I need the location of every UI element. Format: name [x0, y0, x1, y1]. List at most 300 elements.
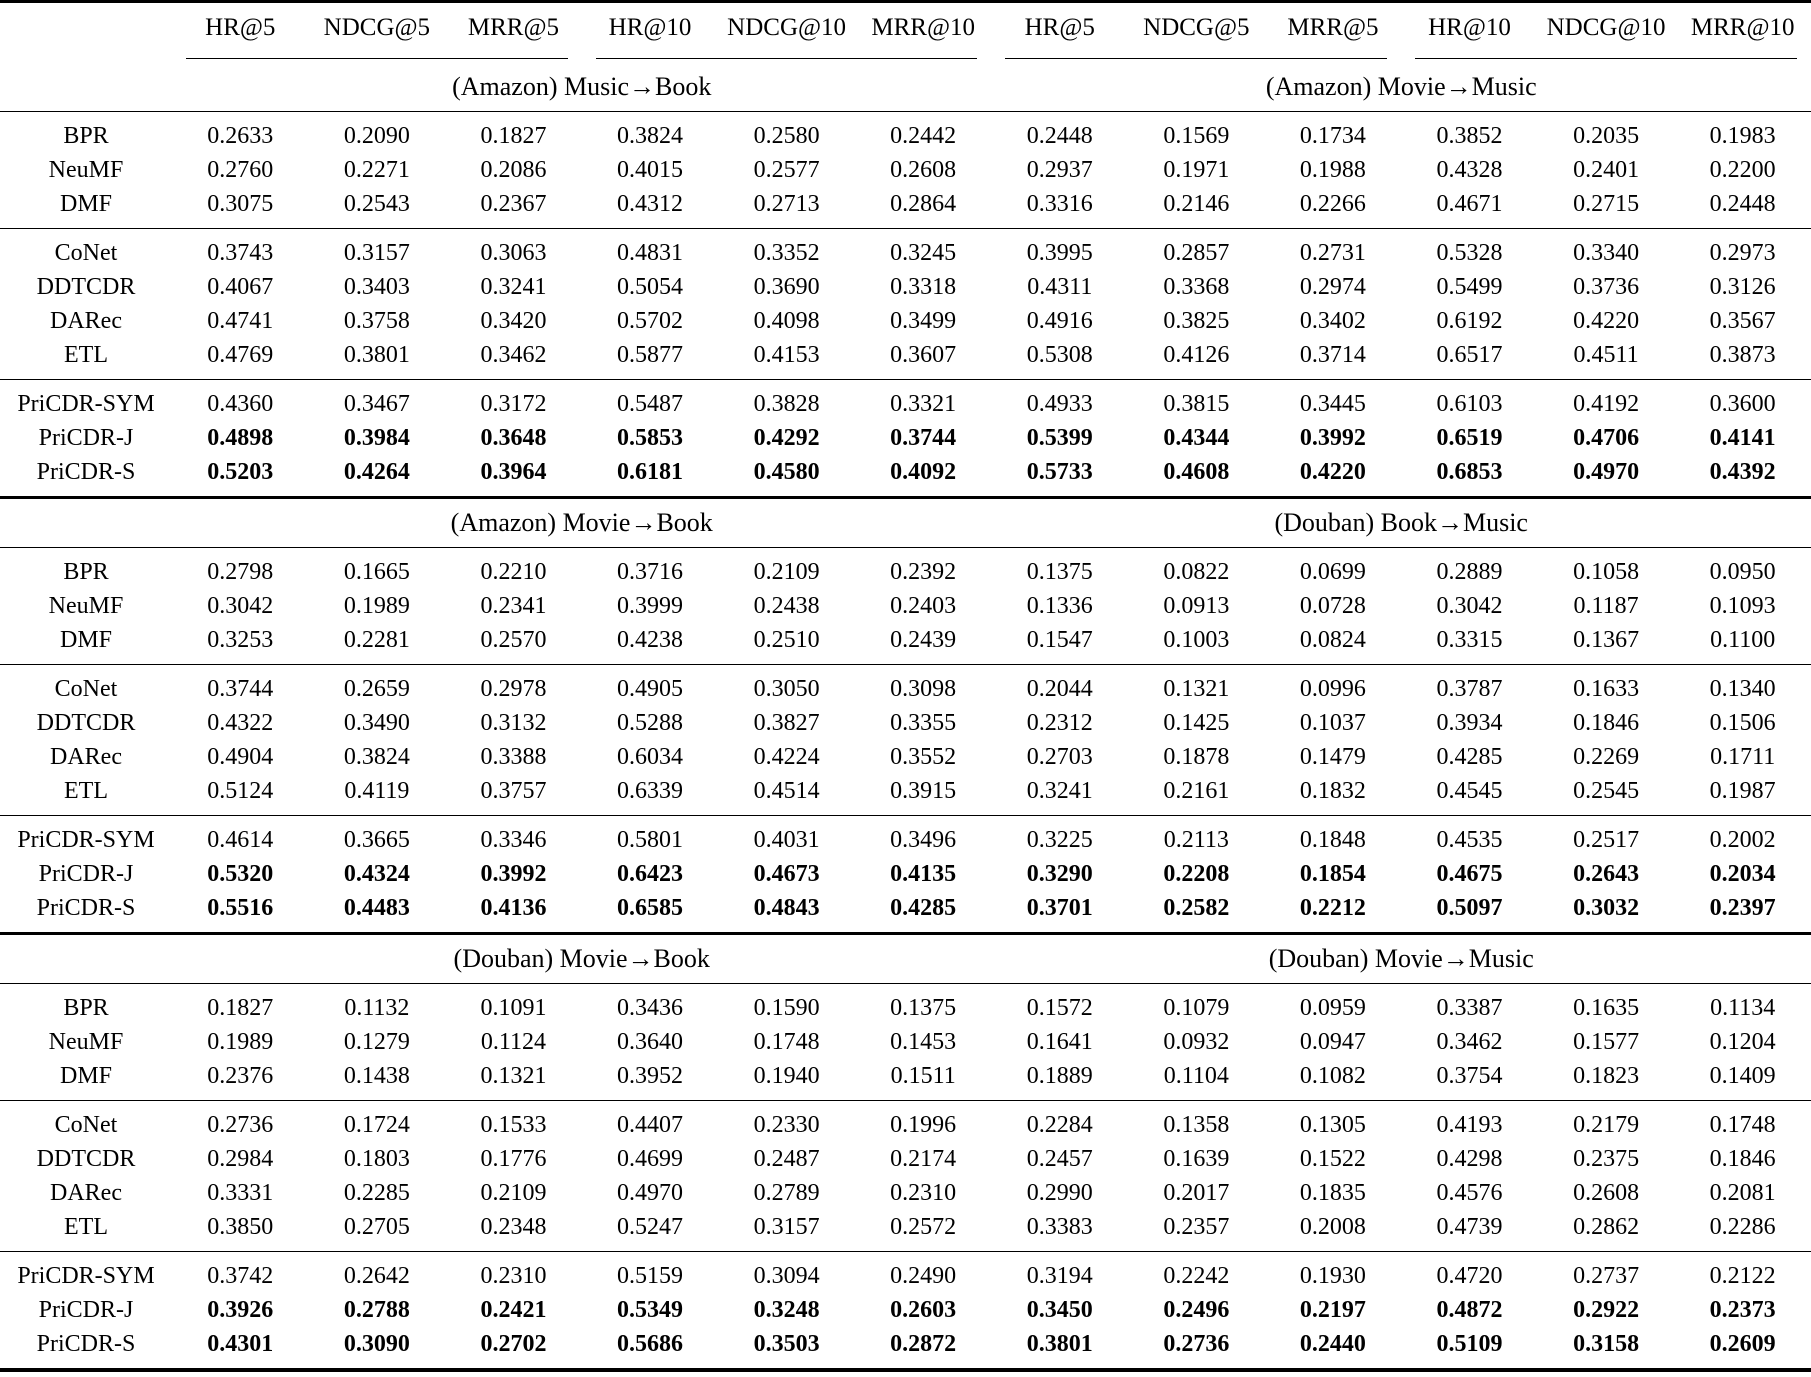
method-label: ETL: [64, 777, 108, 804]
value-cell: 0.4324: [343, 860, 410, 887]
value-cell: 0.2161: [1163, 777, 1230, 804]
table-row: [0, 1327, 1811, 1370]
value-cell: 0.1827: [207, 994, 274, 1021]
value-cell: 0.1846: [1709, 1145, 1776, 1172]
section-title-row: [0, 934, 1811, 984]
value-cell: 0.1187: [1573, 592, 1639, 619]
value-cell: 0.1940: [753, 1062, 820, 1089]
value-cell: 0.3992: [1299, 424, 1366, 451]
value-cell: 0.2603: [890, 1296, 957, 1323]
value-cell: 0.0996: [1299, 675, 1366, 702]
value-cell: 0.4092: [890, 458, 957, 485]
method-label: PriCDR-J: [38, 1296, 134, 1323]
method-column-header: [0, 2, 172, 54]
value-cell: 0.1665: [343, 558, 410, 585]
method-label: PriCDR-J: [38, 424, 134, 451]
value-cell: 0.2086: [480, 156, 547, 183]
value-cell: 0.0824: [1299, 626, 1366, 653]
value-cell: 0.2197: [1299, 1296, 1366, 1323]
table-row: [0, 740, 1811, 774]
value-cell: 0.4238: [617, 626, 684, 653]
value-cell: 0.3445: [1299, 390, 1366, 417]
table-row: [0, 338, 1811, 380]
value-cell: 0.2310: [480, 1262, 547, 1289]
metric-header: NDCG@10: [1546, 14, 1666, 41]
value-cell: 0.1878: [1163, 743, 1230, 770]
value-cell: 0.2284: [1026, 1111, 1093, 1138]
value-cell: 0.1091: [480, 994, 547, 1021]
value-cell: 0.4720: [1436, 1262, 1503, 1289]
value-cell: 0.2376: [207, 1062, 274, 1089]
value-cell: 0.2889: [1436, 558, 1503, 585]
value-cell: 0.4511: [1573, 341, 1639, 368]
metric-header: MRR@5: [467, 14, 559, 41]
value-cell: 0.2113: [1163, 826, 1229, 853]
metric-header: NDCG@10: [727, 14, 847, 41]
method-label: BPR: [63, 122, 109, 149]
value-cell: 0.3132: [480, 709, 547, 736]
value-cell: 0.1983: [1709, 122, 1776, 149]
value-cell: 0.1479: [1299, 743, 1366, 770]
value-cell: 0.4311: [1027, 273, 1093, 300]
table-row: [0, 984, 1811, 1026]
value-cell: 0.4675: [1436, 860, 1503, 887]
value-cell: 0.4031: [753, 826, 820, 853]
value-cell: 0.3157: [343, 239, 410, 266]
value-cell: 0.2002: [1709, 826, 1776, 853]
value-cell: 0.1425: [1163, 709, 1230, 736]
value-cell: 0.3787: [1436, 675, 1503, 702]
value-cell: 0.3490: [343, 709, 410, 736]
value-cell: 0.2737: [1573, 1262, 1640, 1289]
value-cell: 0.6339: [617, 777, 684, 804]
value-cell: 0.2702: [480, 1330, 547, 1357]
value-cell: 0.1889: [1026, 1062, 1093, 1089]
value-cell: 0.5733: [1026, 458, 1093, 485]
value-cell: 0.3690: [753, 273, 820, 300]
value-cell: 0.4220: [1299, 458, 1366, 485]
value-cell: 0.4193: [1436, 1111, 1503, 1138]
table-row: [0, 229, 1811, 271]
section-title-spacer: [0, 63, 172, 112]
value-cell: 0.2174: [890, 1145, 957, 1172]
value-cell: 0.3225: [1026, 826, 1093, 853]
value-cell: 0.3063: [480, 239, 547, 266]
value-cell: 0.3999: [617, 592, 684, 619]
value-cell: 0.4535: [1436, 826, 1503, 853]
method-label: DARec: [50, 1179, 122, 1206]
metric-group-rule: [596, 58, 978, 59]
value-cell: 0.1748: [753, 1028, 820, 1055]
value-cell: 0.4098: [753, 307, 820, 334]
section-title-right: (Amazon) Movie→Music: [991, 63, 1811, 112]
method-label: PriCDR-SYM: [17, 1262, 155, 1289]
value-cell: 0.4673: [753, 860, 820, 887]
value-cell: 0.5054: [617, 273, 684, 300]
value-cell: 0.2208: [1163, 860, 1230, 887]
value-cell: 0.2448: [1709, 190, 1776, 217]
value-cell: 0.1724: [343, 1111, 410, 1138]
section-title-right: (Douban) Movie→Music: [991, 934, 1811, 984]
value-cell: 0.4015: [617, 156, 684, 183]
value-cell: 0.2035: [1573, 122, 1640, 149]
metric-header: NDCG@5: [323, 14, 431, 41]
value-cell: 0.2122: [1709, 1262, 1776, 1289]
value-cell: 0.3716: [617, 558, 684, 585]
table-row: [0, 153, 1811, 187]
value-cell: 0.4312: [617, 190, 684, 217]
value-cell: 0.2008: [1299, 1213, 1366, 1240]
value-cell: 0.1336: [1026, 592, 1093, 619]
value-cell: 0.1776: [480, 1145, 547, 1172]
method-label: BPR: [63, 558, 109, 585]
value-cell: 0.1321: [1163, 675, 1230, 702]
value-cell: 0.3241: [1026, 777, 1093, 804]
value-cell: 0.4741: [207, 307, 274, 334]
method-label: CoNet: [54, 1111, 118, 1138]
value-cell: 0.4285: [890, 894, 957, 921]
value-cell: 0.2608: [890, 156, 957, 183]
value-cell: 0.1279: [343, 1028, 410, 1055]
value-cell: 0.6853: [1436, 458, 1503, 485]
value-cell: 0.2312: [1026, 709, 1093, 736]
table-row: [0, 1176, 1811, 1210]
value-cell: 0.3827: [753, 709, 820, 736]
value-cell: 0.3640: [617, 1028, 684, 1055]
value-cell: 0.5288: [617, 709, 684, 736]
value-cell: 0.2973: [1709, 239, 1776, 266]
value-cell: 0.2713: [753, 190, 820, 217]
value-cell: 0.4407: [617, 1111, 684, 1138]
value-cell: 0.3467: [343, 390, 410, 417]
value-cell: 0.4322: [207, 709, 274, 736]
metric-header: MRR@10: [871, 14, 975, 41]
value-cell: 0.5801: [617, 826, 684, 853]
value-cell: 0.6192: [1436, 307, 1503, 334]
value-cell: 0.3387: [1436, 994, 1503, 1021]
value-cell: 0.3098: [890, 675, 957, 702]
value-cell: 0.3042: [1436, 592, 1503, 619]
value-cell: 0.6585: [617, 894, 684, 921]
value-cell: 0.1989: [207, 1028, 274, 1055]
metric-header: NDCG@5: [1143, 14, 1250, 41]
value-cell: 0.5308: [1026, 341, 1093, 368]
value-cell: 0.5702: [617, 307, 684, 334]
value-cell: 0.3383: [1026, 1213, 1093, 1240]
method-label: PriCDR-J: [38, 860, 134, 887]
value-cell: 0.5159: [617, 1262, 684, 1289]
value-cell: 0.0947: [1299, 1028, 1366, 1055]
value-cell: 0.2736: [207, 1111, 274, 1138]
value-cell: 0.6519: [1436, 424, 1503, 451]
value-cell: 0.6517: [1436, 341, 1503, 368]
table-row: [0, 589, 1811, 623]
value-cell: 0.2705: [343, 1213, 410, 1240]
value-cell: 0.2937: [1026, 156, 1093, 183]
value-cell: 0.3352: [753, 239, 820, 266]
value-cell: 0.5349: [617, 1296, 684, 1323]
value-cell: 0.3248: [753, 1296, 820, 1323]
value-cell: 0.2442: [890, 122, 957, 149]
value-cell: 0.3436: [617, 994, 684, 1021]
value-cell: 0.4135: [890, 860, 957, 887]
value-cell: 0.3462: [1436, 1028, 1503, 1055]
method-label: CoNet: [54, 239, 118, 266]
value-cell: 0.4831: [617, 239, 684, 266]
section-title-right: (Douban) Book→Music: [991, 498, 1811, 548]
value-cell: 0.2439: [890, 626, 957, 653]
value-cell: 0.3744: [890, 424, 957, 451]
value-cell: 0.2789: [753, 1179, 820, 1206]
value-cell: 0.5686: [617, 1330, 684, 1357]
value-cell: 0.2269: [1573, 743, 1640, 770]
value-cell: 0.3754: [1436, 1062, 1503, 1089]
value-cell: 0.1854: [1299, 860, 1366, 887]
value-cell: 0.0822: [1163, 558, 1230, 585]
value-cell: 0.2643: [1573, 860, 1640, 887]
value-cell: 0.1321: [480, 1062, 547, 1089]
value-cell: 0.5499: [1436, 273, 1503, 300]
value-cell: 0.5487: [617, 390, 684, 417]
value-cell: 0.2285: [343, 1179, 410, 1206]
value-cell: 0.3801: [343, 341, 410, 368]
value-cell: 0.2367: [480, 190, 547, 217]
value-cell: 0.3743: [207, 239, 274, 266]
value-cell: 0.2266: [1299, 190, 1366, 217]
method-label: NeuMF: [48, 592, 124, 619]
value-cell: 0.3315: [1436, 626, 1503, 653]
value-cell: 0.3245: [890, 239, 957, 266]
value-cell: 0.3090: [343, 1330, 410, 1357]
metric-header: HR@5: [1024, 14, 1095, 41]
value-cell: 0.3290: [1026, 860, 1093, 887]
value-cell: 0.3126: [1709, 273, 1776, 300]
section-header: [0, 63, 1811, 112]
value-cell: 0.2440: [1299, 1330, 1366, 1357]
value-cell: 0.6103: [1436, 390, 1503, 417]
value-cell: 0.4514: [753, 777, 820, 804]
value-cell: 0.3194: [1026, 1262, 1093, 1289]
value-cell: 0.2438: [753, 592, 820, 619]
value-cell: 0.4301: [207, 1330, 274, 1357]
value-cell: 0.3321: [890, 390, 957, 417]
value-cell: 0.4545: [1436, 777, 1503, 804]
value-cell: 0.3600: [1709, 390, 1776, 417]
value-cell: 0.2572: [890, 1213, 957, 1240]
table-row: [0, 548, 1811, 590]
value-cell: 0.3873: [1709, 341, 1776, 368]
value-cell: 0.3318: [890, 273, 957, 300]
method-label: PriCDR-S: [36, 458, 136, 485]
table-row: [0, 891, 1811, 934]
value-cell: 0.5399: [1026, 424, 1093, 451]
value-cell: 0.1438: [343, 1062, 410, 1089]
value-cell: 0.4141: [1709, 424, 1776, 451]
value-cell: 0.2109: [480, 1179, 547, 1206]
value-cell: 0.2715: [1573, 190, 1640, 217]
value-cell: 0.2081: [1709, 1179, 1776, 1206]
value-cell: 0.2357: [1163, 1213, 1230, 1240]
value-cell: 0.1305: [1299, 1111, 1366, 1138]
section-header: [0, 934, 1811, 984]
value-cell: 0.4292: [753, 424, 820, 451]
value-cell: 0.3420: [480, 307, 547, 334]
value-cell: 0.0950: [1709, 558, 1776, 585]
value-cell: 0.3714: [1299, 341, 1366, 368]
value-cell: 0.3368: [1163, 273, 1230, 300]
table-row: [0, 1142, 1811, 1176]
value-cell: 0.4614: [207, 826, 274, 853]
value-cell: 0.5877: [617, 341, 684, 368]
method-label: BPR: [63, 994, 109, 1021]
table-row: [0, 1293, 1811, 1327]
value-cell: 0.1506: [1709, 709, 1776, 736]
value-cell: 0.3388: [480, 743, 547, 770]
value-cell: 0.3050: [753, 675, 820, 702]
table-row: [0, 1025, 1811, 1059]
table-row: [0, 665, 1811, 707]
value-cell: 0.4905: [617, 675, 684, 702]
value-cell: 0.2570: [480, 626, 547, 653]
value-cell: 0.2375: [1573, 1145, 1640, 1172]
value-cell: 0.1134: [1710, 994, 1776, 1021]
value-cell: 0.1577: [1573, 1028, 1640, 1055]
value-cell: 0.3346: [480, 826, 547, 853]
value-cell: 0.3736: [1573, 273, 1640, 300]
value-cell: 0.1827: [480, 122, 547, 149]
value-cell: 0.5097: [1436, 894, 1503, 921]
method-label: PriCDR-S: [36, 1330, 136, 1357]
value-cell: 0.3934: [1436, 709, 1503, 736]
method-label: DARec: [50, 307, 122, 334]
value-cell: 0.3952: [617, 1062, 684, 1089]
value-cell: 0.6181: [617, 458, 684, 485]
value-cell: 0.3801: [1026, 1330, 1093, 1357]
value-cell: 0.3758: [343, 307, 410, 334]
method-group: [0, 229, 1811, 380]
value-cell: 0.1533: [480, 1111, 547, 1138]
value-cell: 0.4843: [753, 894, 820, 921]
value-cell: 0.2922: [1573, 1296, 1640, 1323]
value-cell: 0.3316: [1026, 190, 1093, 217]
value-cell: 0.1641: [1026, 1028, 1093, 1055]
value-cell: 0.2857: [1163, 239, 1230, 266]
value-cell: 0.1340: [1709, 675, 1776, 702]
table-header: [0, 2, 1811, 64]
table-row: [0, 270, 1811, 304]
value-cell: 0.1037: [1299, 709, 1366, 736]
method-label: NeuMF: [48, 1028, 124, 1055]
value-cell: 0.3964: [480, 458, 547, 485]
value-cell: 0.4285: [1436, 743, 1503, 770]
value-cell: 0.2990: [1026, 1179, 1093, 1206]
value-cell: 0.1748: [1709, 1111, 1776, 1138]
section-title-spacer: [0, 934, 172, 984]
value-cell: 0.5247: [617, 1213, 684, 1240]
value-cell: 0.1996: [890, 1111, 957, 1138]
value-cell: 0.5109: [1436, 1330, 1503, 1357]
value-cell: 0.4220: [1573, 307, 1640, 334]
value-cell: 0.2271: [343, 156, 410, 183]
metric-group-rule: [1415, 58, 1797, 59]
value-cell: 0.1132: [344, 994, 410, 1021]
table-row: [0, 1101, 1811, 1143]
method-label: PriCDR-S: [36, 894, 136, 921]
value-cell: 0.4298: [1436, 1145, 1503, 1172]
value-cell: 0.4671: [1436, 190, 1503, 217]
value-cell: 0.2179: [1573, 1111, 1640, 1138]
value-cell: 0.2421: [480, 1296, 547, 1323]
value-cell: 0.3032: [1573, 894, 1640, 921]
value-cell: 0.2401: [1573, 156, 1640, 183]
table-row: [0, 706, 1811, 740]
value-cell: 0.5516: [207, 894, 274, 921]
table-row: [0, 112, 1811, 154]
value-cell: 0.0959: [1299, 994, 1366, 1021]
value-cell: 0.2974: [1299, 273, 1366, 300]
value-cell: 0.2731: [1299, 239, 1366, 266]
value-cell: 0.1835: [1299, 1179, 1366, 1206]
value-cell: 0.5203: [207, 458, 274, 485]
value-cell: 0.3742: [207, 1262, 274, 1289]
value-cell: 0.2872: [890, 1330, 957, 1357]
value-cell: 0.3450: [1026, 1296, 1093, 1323]
value-cell: 0.3995: [1026, 239, 1093, 266]
value-cell: 0.3607: [890, 341, 957, 368]
value-cell: 0.3172: [480, 390, 547, 417]
value-cell: 0.2286: [1709, 1213, 1776, 1240]
value-cell: 0.2798: [207, 558, 274, 585]
section-header: [0, 498, 1811, 548]
value-cell: 0.2090: [343, 122, 410, 149]
value-cell: 0.1639: [1163, 1145, 1230, 1172]
value-cell: 0.2242: [1163, 1262, 1230, 1289]
value-cell: 0.4904: [207, 743, 274, 770]
value-cell: 0.3915: [890, 777, 957, 804]
value-cell: 0.4699: [617, 1145, 684, 1172]
metric-header: MRR@5: [1287, 14, 1379, 41]
section-title-row: [0, 63, 1811, 112]
value-cell: 0.4224: [753, 743, 820, 770]
value-cell: 0.1823: [1573, 1062, 1640, 1089]
value-cell: 0.2210: [480, 558, 547, 585]
value-cell: 0.2510: [753, 626, 820, 653]
value-cell: 0.4739: [1436, 1213, 1503, 1240]
value-cell: 0.1093: [1709, 592, 1776, 619]
value-cell: 0.2330: [753, 1111, 820, 1138]
value-cell: 0.4119: [344, 777, 410, 804]
value-cell: 0.3496: [890, 826, 957, 853]
method-group: [0, 548, 1811, 665]
value-cell: 0.1848: [1299, 826, 1366, 853]
value-cell: 0.1971: [1163, 156, 1230, 183]
value-cell: 0.2397: [1709, 894, 1776, 921]
value-cell: 0.2348: [480, 1213, 547, 1240]
rule-spacer: [0, 53, 172, 63]
value-cell: 0.5320: [207, 860, 274, 887]
value-cell: 0.2642: [343, 1262, 410, 1289]
value-cell: 0.2608: [1573, 1179, 1640, 1206]
value-cell: 0.4360: [207, 390, 274, 417]
value-cell: 0.3552: [890, 743, 957, 770]
value-cell: 0.1511: [890, 1062, 956, 1089]
table-row: [0, 304, 1811, 338]
method-label: DMF: [59, 626, 113, 653]
value-cell: 0.2545: [1573, 777, 1640, 804]
section-title-spacer: [0, 498, 172, 548]
method-group: [0, 816, 1811, 934]
value-cell: 0.6423: [617, 860, 684, 887]
